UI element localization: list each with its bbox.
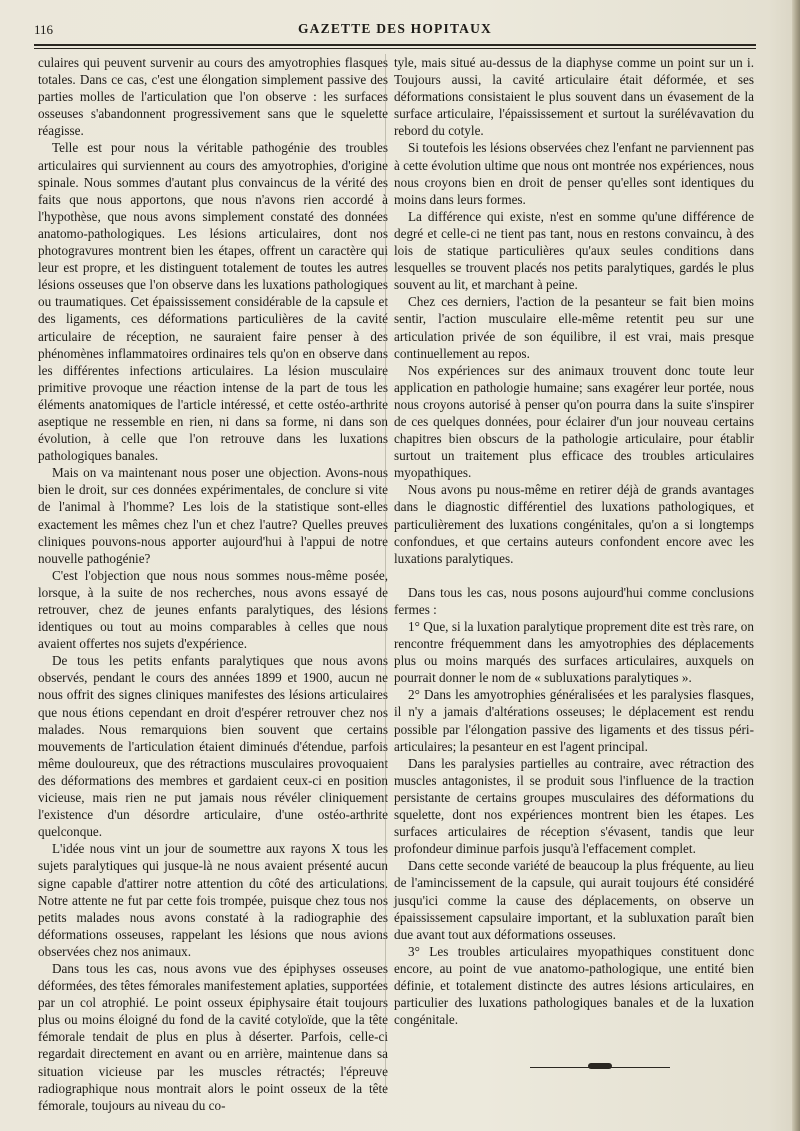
conclusion-item: 3° Les troubles articulaires myopathiques constituent donc encore, au point de vue anatomo-pathologique, une entité bien définie, et totalement distincte des autres lésions articulaires, en particulier des luxations pathologiques banales et de la luxation congénitale.: [394, 943, 754, 1028]
paragraph: Nos expériences sur des animaux trouvent donc toute leur application en pathologie humaine; sans exagérer leur portée, nous nous croyons autorisé à penser qu'on pourra dans la suite s'inspirer de ces quelques données, pour éclairer d'un jour nouveau certains chapitres bien obscurs de la pathologie articulaire, pour établir surtout un traitement plus efficace des troubles articulaires myopathiques.: [394, 362, 754, 481]
header-rule-thick: [34, 44, 756, 46]
end-ornament: [588, 1063, 612, 1069]
left-column: [38, 54, 388, 1114]
paragraph: Dans tous les cas, nous avons vue des épiphyses osseuses déformées, des têtes fémorales manifestement aplaties, supportées par un col atrophié. Le point osseux épiphysaire était toujours plus ou moins éloigné du fond de la cavité cotyloïde, que la tête fémorale tendait de plus en plus à déserter. Parfois, celle-ci regardait directement en avant ou en arrière, maintenue dans sa situation vicieuse par les muscles rétractés; l'épreuve radiographique nous montrait alors le point osseux de la tête fémorale, toujours au niveau du co-: [38, 960, 388, 1113]
paragraph: De tous les petits enfants paralytiques que nous avons observés, pendant le cours des années 1899 et 1900, aucun ne nous offrit des signes cliniques manifestes des lésions articulaires que nous étions cependant en droit d'espérer retrouver chez nos malades. Nous remarquions bien souvent que certains mouvements de l'articulation étaient diminués d'étendue, parfois même douloureux, que des rétractions musculaires provoquaient des déformations des membres et gardaient ceux-ci en position vicieuse, mais rien ne put jamais nous révéler cliniquement l'existence d'un désordre articulaire, d'une ostéo-arthrite quelconque.: [38, 653, 388, 840]
paragraph: Mais on va maintenant nous poser une objection. Avons-nous bien le droit, sur ces données expérimentales, de conclure si vite de l'animal à l'homme? Les lois de la statistique sont-elles exactement les mêmes chez l'un et chez l'autre? Quelles preuves cliniques pouvons-nous apporter aujourd'hui à l'appui de notre nouvelle pathogénie?: [38, 465, 388, 566]
paragraph: Telle est pour nous la véritable pathogénie des troubles articulaires qui surviennent au cours des amyotrophies, d'origine spinale. Nous sommes d'autant plus convaincus de la vérité des faits que nous apportons, que nous n'avons rien accordé à l'hypothèse, que nous avons simplement constaté des données anatomo-pathologiques. Les lésions articulaires, dont nos photogravures montrent bien les étapes, offrent un caractère qui leur est propre, et les distinguent totalement de toutes les autres lésions osseuses que l'on observe dans les luxations pathologiques ou traumatiques. Cet épaississement considérable de la capsule et des ligaments, ces déformations particulières de la cavité articulaire de réception, ne sauraient faire penser à des phénomènes inflammatoires ordinaires tels qu'on en observe dans les différentes infections articulaires. La lésion musculaire primitive provoque une réaction intense de la part de tous les éléments anatomiques de l'article intéressé, et cette ostéo-arthrite aseptique ne ressemble en rien, ni dans sa forme, ni dans son évolution, à celle que l'on retrouve dans les luxations pathologiques banales.: [38, 140, 388, 464]
conclusion-item: 2° Dans les amyotrophies généralisées et les paralysies flasques, il n'y a jamais d'altérations osseuses; le déplacement est rendu possible par l'élongation passive des ligaments et des tissus péri-articulaires; la pesanteur en est l'agent principal.: [394, 687, 754, 754]
paragraph: La différence qui existe, n'est en somme qu'une différence de degré et celle-ci ne tient pas tant, nous en restons convaincu, à des lois de statique particulières qu'aux seules conditions dans lesquelles se trouvent placés nos petits paralytiques, gardés le plus souvent au lit, et marchant à peine.: [394, 208, 754, 293]
page-edge: [792, 0, 800, 1131]
paragraph: Si toutefois les lésions observées chez l'enfant ne parviennent pas à cette évolution ultime que nous ont montrée nos expériences, nous nous croyons bien en droit de penser qu'elles sont identiques du moins dans leurs formes.: [394, 140, 754, 207]
paragraph: Dans les paralysies partielles au contraire, avec rétraction des muscles antagonistes, il se produit sous l'influence de la traction persistante de certains groupes musculaires des déformations du squelette, dont nos expériences montrent bien les étapes. Les surfaces articulaires de réception s'évasent, tandis que leur profondeur diminue parfois jusqu'à l'effacement complet.: [394, 755, 754, 857]
conclusion-item: 1° Que, si la luxation paralytique proprement dite est très rare, on rencontre fréquemment dans les amyotrophies des déplacements plus ou moins marqués des surfaces articulaires, auxquels on pourrait donner le nom de « subluxations paralytiques ».: [394, 619, 754, 686]
paragraph: Dans cette seconde variété de beaucoup la plus fréquente, au lieu de l'amincissement de la capsule, qui aurait toujours été considéré jusqu'ici comme la cause des déplacements, on observe un épaississement capsulaire important, et la subluxation paraît bien due avant tout aux déformations osseuses.: [394, 858, 754, 942]
paragraph: Chez ces derniers, l'action de la pesanteur se fait bien moins sentir, l'action musculaire elle-même retentit peu sur une articulation privée de son équilibre, il est vrai, mais presque continuellement au repos.: [394, 294, 754, 361]
paragraph: C'est l'objection que nous nous sommes nous-même posée, lorsque, à la suite de nos recherches, nous avons essayé de retrouver, chez de jeunes enfants paralytiques, des lésions identiques ou tout au moins comparables à celles que nous avaient offertes nos sujets d'expérience.: [38, 567, 388, 652]
paragraph: L'idée nous vint un jour de soumettre aux rayons X tous les sujets paralytiques qui jusque-là ne nous avaient présenté aucun signe capable d'attirer notre attention du côté des articulations. Notre attente ne fut par cette fois trompée, puisque chez tous nos petits malades nous avons constaté à la radiographie des déformations osseuses, rappelant les lésions que nous avions observées chez nos animaux.: [38, 841, 388, 959]
column-divider: [385, 54, 386, 1094]
paragraph: Dans tous les cas, nous posons aujourd'hui comme conclusions fermes :: [394, 584, 754, 617]
paragraph: tyle, mais situé au-dessus de la diaphyse comme un point sur un i. Toujours aussi, la cavité articulaire était déformée, et ses déformations consistaient le plus souvent dans un évasement de la surface articulaire, l'épaississement et surtout la surélévavation du rebord du cotyle.: [394, 55, 754, 139]
paragraph-gap: [394, 567, 754, 584]
page-number: 116: [34, 22, 54, 37]
journal-title: GAZETTE DES HOPITAUX: [297, 21, 493, 36]
page-header: [34, 20, 756, 40]
paragraph: Nous avons pu nous-même en retirer déjà de grands avantages dans le diagnostic différentiel des luxations pathologiques, et particulièrement des luxations congénitales, qu'on a si longtemps confondues, et que certains auteurs confondent encore avec les luxations paralytiques.: [394, 482, 754, 566]
right-column: [394, 54, 754, 1028]
paragraph: culaires qui peuvent survenir au cours des amyotrophies flasques totales. Dans ce cas, c'est une élongation simplement passive des parties molles de l'articulation que l'on observe : les surfaces osseuses s'abandonnent progressivement sans que le squelette réagisse.: [38, 55, 388, 139]
header-rule-thin: [34, 48, 756, 49]
